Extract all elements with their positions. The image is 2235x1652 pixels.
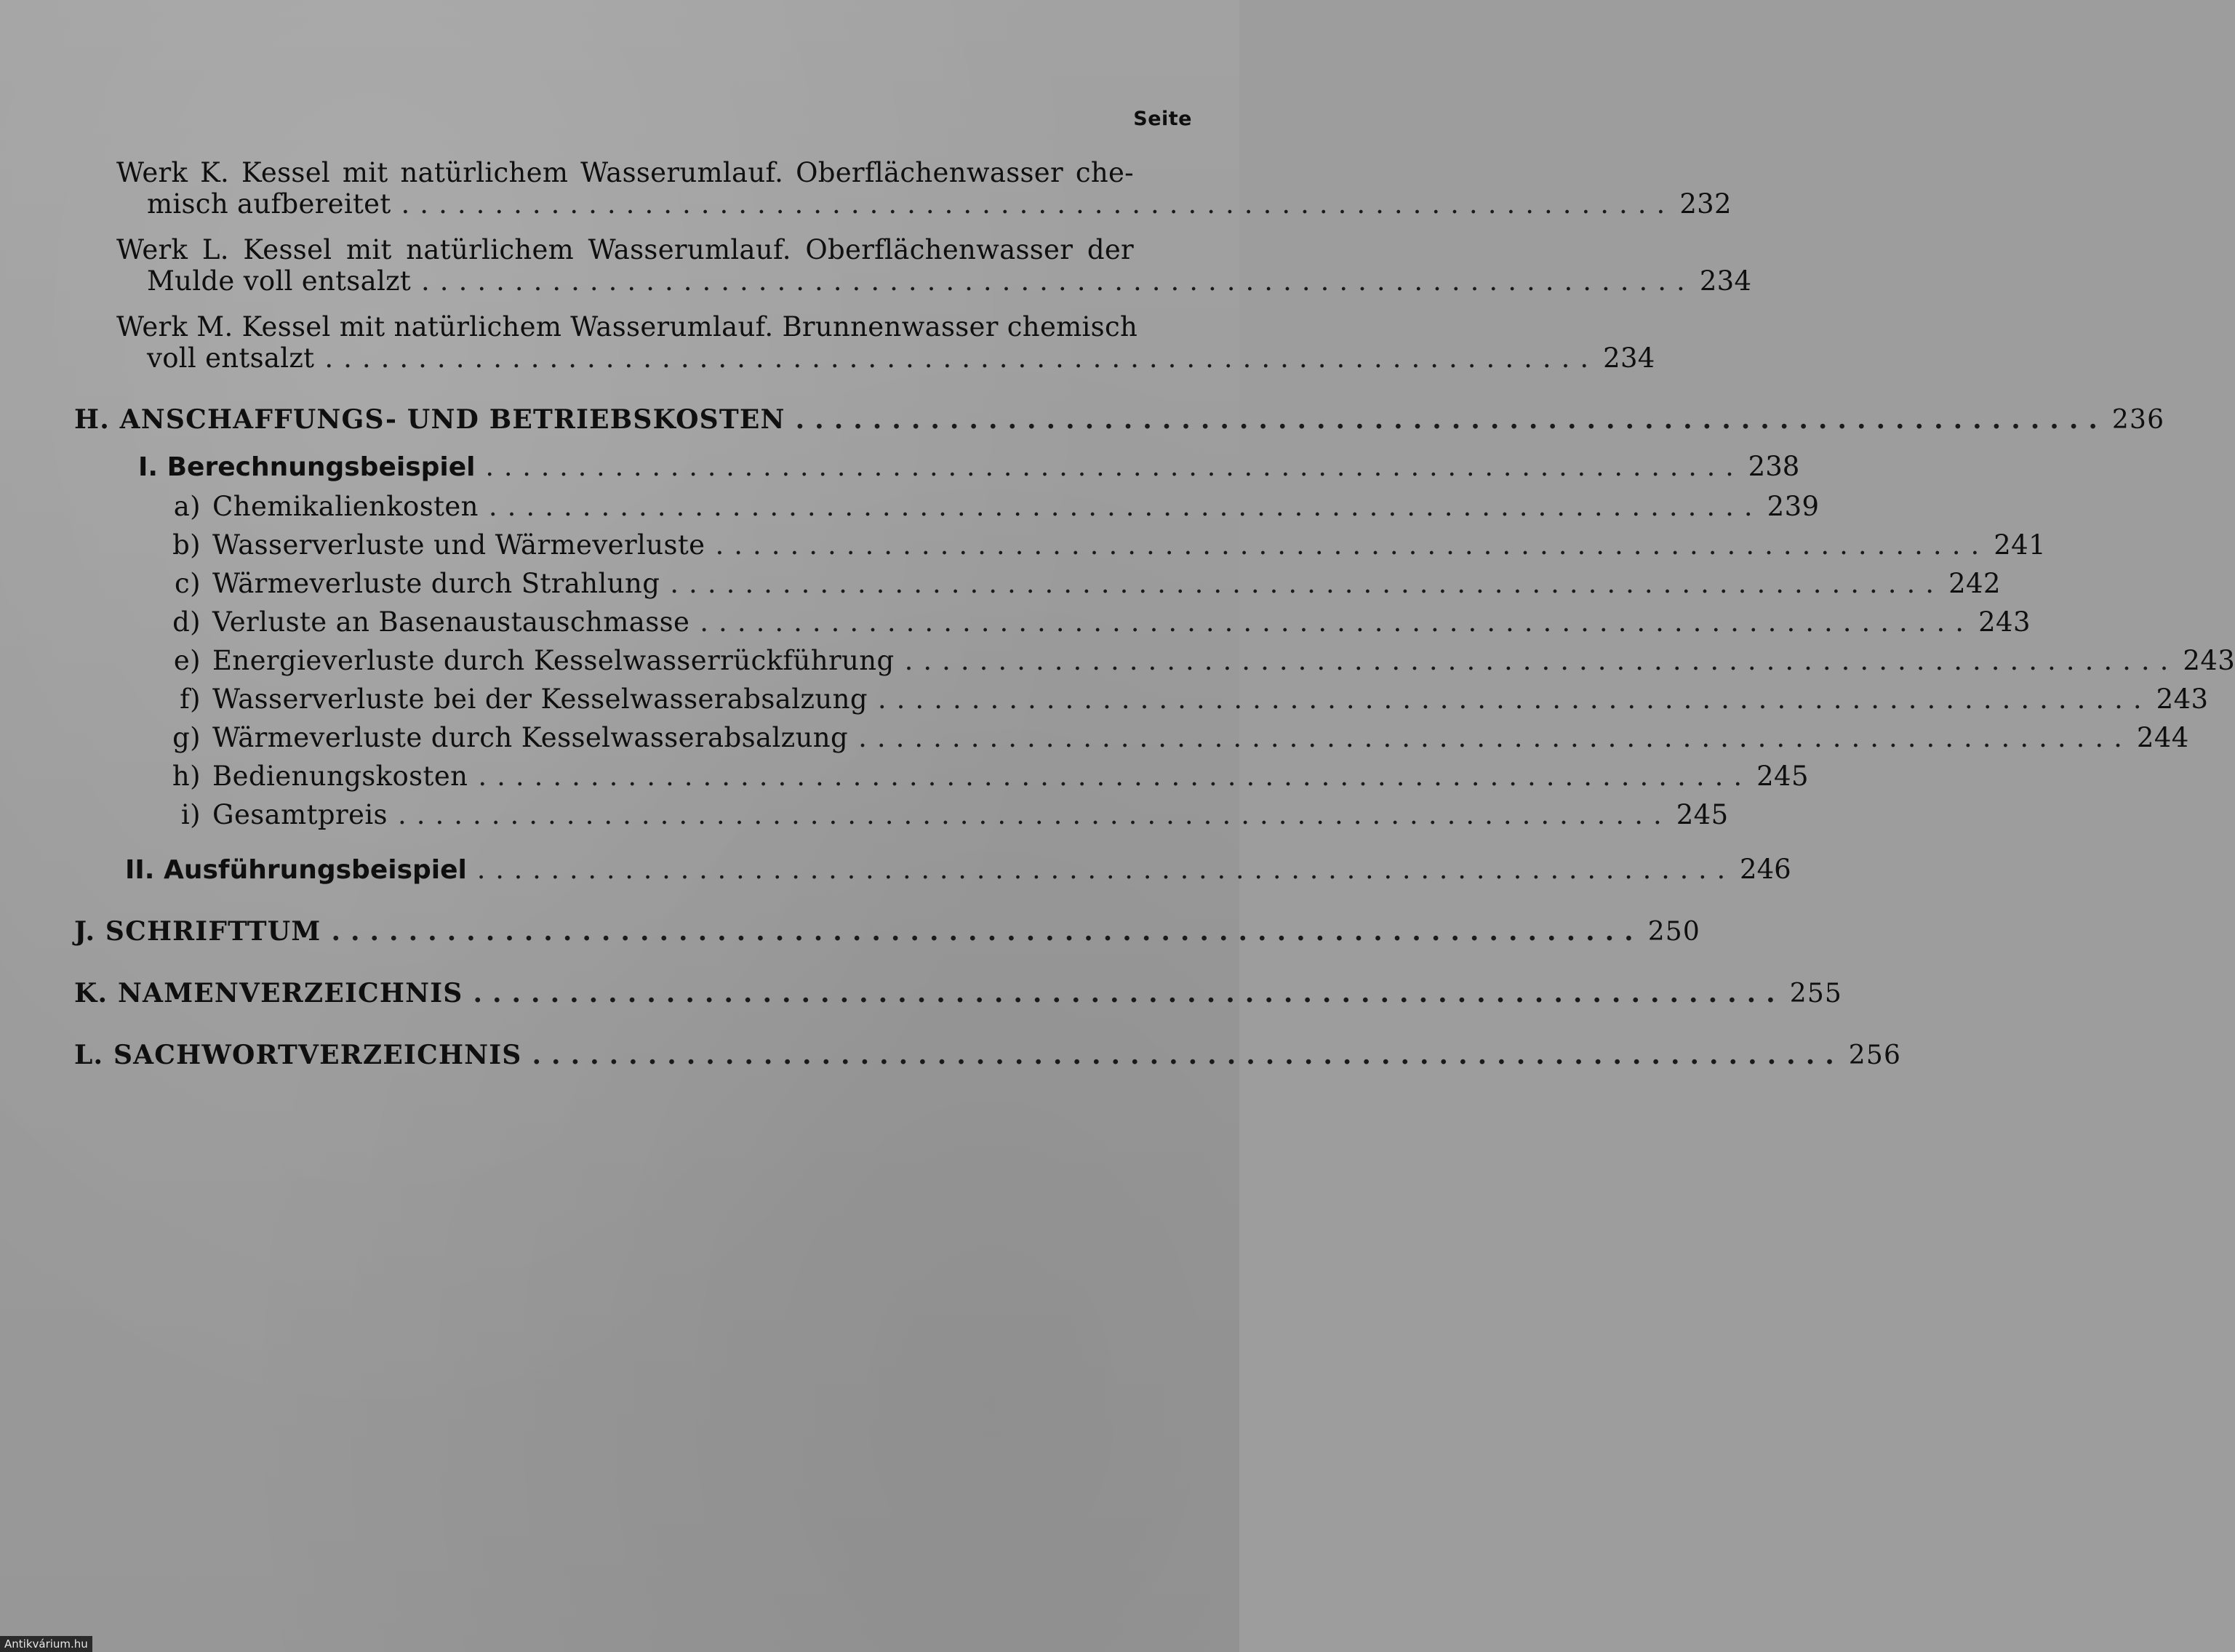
page-number: 238 xyxy=(1748,451,1800,482)
toc-item-e xyxy=(159,645,2235,676)
leader-dots: .................................................................... xyxy=(473,978,1786,1009)
leader-dots: .................................................................... xyxy=(904,645,2179,676)
subsection-title: I. Berechnungsbeispiel xyxy=(138,452,476,482)
leader-dots: .................................................................... xyxy=(532,1040,1844,1070)
item-text: Gesamtpreis xyxy=(212,799,388,830)
toc-section-k xyxy=(74,978,1843,1009)
item-text: Wasserverluste bei der Kesselwasserabsalzung xyxy=(212,683,868,715)
leader-dots: .................................................................... xyxy=(877,683,2152,715)
toc-item-f xyxy=(159,683,2209,715)
page-number: 232 xyxy=(1679,188,1732,220)
toc-item-h xyxy=(159,761,1809,792)
toc-entry-text-line1: Werk L. Kessel mit natürlichem Wasserumlauf. Oberflächenwasser der xyxy=(116,234,1134,265)
toc-section-l xyxy=(74,1040,1902,1070)
toc-entry-text-line1: Werk M. Kessel mit natürlichem Wasserumlauf. Brunnenwasser chemisch xyxy=(116,311,1138,342)
toc-item-a xyxy=(159,491,1820,522)
item-text: Wärmeverluste durch Kesselwasserabsalzung xyxy=(212,722,849,753)
page-number: 246 xyxy=(1740,854,1791,885)
item-text: Wasserverluste und Wärmeverluste xyxy=(212,529,705,561)
toc-entry-text-line2: Mulde voll entsalzt xyxy=(147,265,412,297)
page-number: 244 xyxy=(2136,722,2189,753)
item-label: h) xyxy=(172,761,201,792)
toc-entry-werk-l xyxy=(116,234,1752,297)
leader-dots: .................................................................... xyxy=(858,722,2132,753)
item-label: g) xyxy=(172,722,201,753)
leader-dots: .................................................................... xyxy=(795,404,2108,435)
toc-section-j xyxy=(74,916,1701,947)
page-number: 243 xyxy=(1978,606,2031,638)
item-label: e) xyxy=(173,645,201,676)
page-number: 243 xyxy=(2183,645,2235,676)
section-title: K. NAMENVERZEICHNIS xyxy=(74,978,463,1009)
leader-dots: .................................................................... xyxy=(715,529,1990,561)
section-title: H. ANSCHAFFUNGS- UND BETRIEBSKOSTEN xyxy=(74,404,785,435)
page-number: 239 xyxy=(1767,491,1820,522)
leader-dots: .................................................................... xyxy=(324,342,1599,374)
leader-dots: .................................................................... xyxy=(700,606,1975,638)
subsection-title: II. Ausführungsbeispiel xyxy=(125,855,467,885)
toc-entry-text-line2: voll entsalzt xyxy=(147,342,315,374)
item-label: i) xyxy=(180,799,201,830)
page-number: 255 xyxy=(1789,979,1843,1009)
watermark: Antikvárium.hu xyxy=(0,1636,92,1652)
leader-dots: .................................................................... xyxy=(488,491,1763,522)
toc-subsection-i xyxy=(138,451,1800,482)
page-number: 234 xyxy=(1603,342,1655,374)
page-number: 245 xyxy=(1756,761,1809,792)
leader-dots: .................................................................... xyxy=(485,452,1744,482)
leader-dots: .................................................................... xyxy=(421,265,1695,297)
item-label: c) xyxy=(175,568,201,599)
section-title: J. SCHRIFTTUM xyxy=(74,916,321,947)
page-number: 234 xyxy=(1699,265,1752,297)
toc-item-i xyxy=(159,799,1729,830)
item-text: Chemikalienkosten xyxy=(212,491,479,522)
leader-dots: .................................................................... xyxy=(478,761,1753,792)
toc-item-c xyxy=(159,568,2001,599)
toc-entry-werk-k xyxy=(116,157,1732,220)
page-number: 236 xyxy=(2111,405,2165,435)
page-number: 256 xyxy=(1848,1040,1902,1070)
page-column-header: Seite xyxy=(1133,108,1192,130)
item-label: b) xyxy=(172,529,201,561)
leader-dots: .................................................................... xyxy=(476,855,1736,885)
page-number: 242 xyxy=(1948,568,2001,599)
leader-dots: .................................................................... xyxy=(401,188,1676,220)
toc-section-h xyxy=(74,404,2165,435)
item-text: Verluste an Basenaustauschmasse xyxy=(212,606,690,638)
toc-item-b xyxy=(159,529,2047,561)
item-label: f) xyxy=(180,683,201,715)
item-label: a) xyxy=(173,491,201,522)
toc-subsection-ii xyxy=(125,854,1791,885)
page-number: 243 xyxy=(2156,683,2209,715)
toc-entry-werk-m xyxy=(116,311,1655,374)
page-number: 241 xyxy=(1994,529,2047,561)
section-title: L. SACHWORTVERZEICHNIS xyxy=(74,1040,522,1070)
toc-item-d xyxy=(159,606,2031,638)
page-number: 250 xyxy=(1647,917,1701,947)
item-text: Energieverluste durch Kesselwasserrückführung xyxy=(212,645,895,676)
toc-entry-text-line2: misch aufbereitet xyxy=(147,188,391,220)
item-text: Bedienungskosten xyxy=(212,761,468,792)
leader-dots: .................................................................... xyxy=(331,916,1644,947)
leader-dots: .................................................................... xyxy=(397,799,1672,830)
item-label: d) xyxy=(172,606,201,638)
item-text: Wärmeverluste durch Strahlung xyxy=(212,568,660,599)
page-number: 245 xyxy=(1676,799,1729,830)
leader-dots: .................................................................... xyxy=(670,568,1945,599)
toc-entry-text-line1: Werk K. Kessel mit natürlichem Wasserumlauf. Oberflächenwasser che- xyxy=(116,157,1134,188)
toc-item-g xyxy=(159,722,2189,753)
